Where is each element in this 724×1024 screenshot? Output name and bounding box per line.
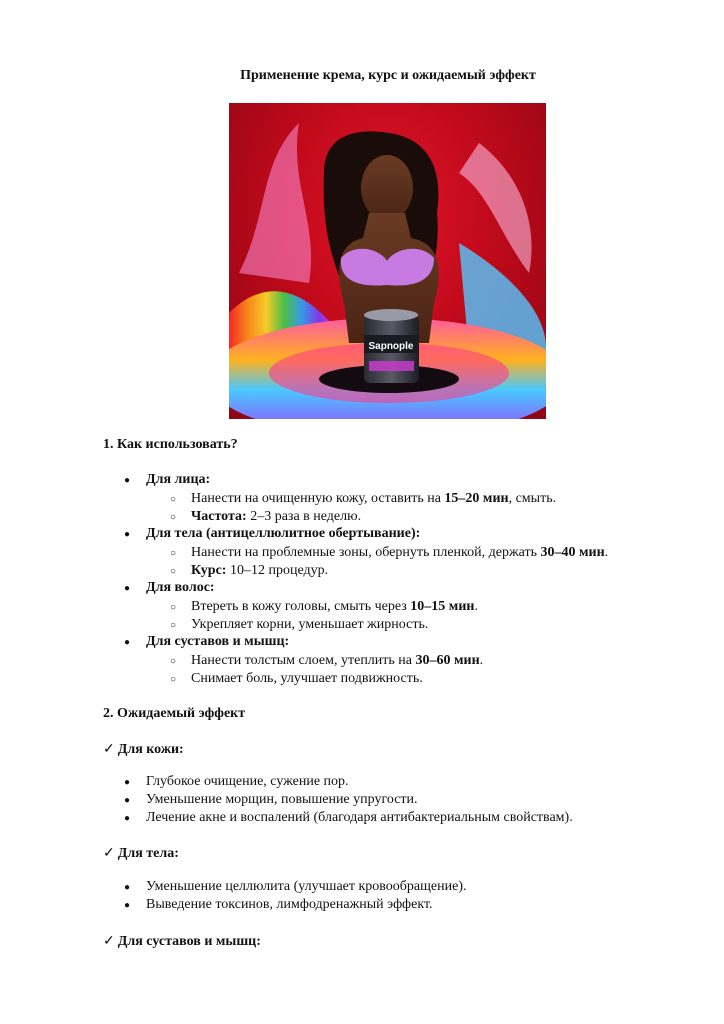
bullet-icon: ● (124, 900, 131, 911)
effect-item: Выведение токсинов, лимфодренажный эффект. (146, 897, 433, 912)
check-icon: ✓ (103, 846, 115, 861)
bullet-icon: ● (124, 813, 131, 824)
usage-item: Втереть в кожу головы, смыть через 10–15 мин. (191, 599, 478, 614)
usage-group-label: Для суставов и мышц: (146, 634, 290, 649)
effect-subheading-joints: ✓ Для суставов и мышц: (103, 934, 261, 949)
usage-item: Укрепляет корни, уменьшает жирность. (191, 617, 429, 632)
subbullet-icon: ○ (170, 602, 177, 613)
usage-group-label: Для волос: (146, 580, 215, 595)
bullet-icon: ● (124, 583, 131, 594)
usage-item: Частота: 2–3 раза в неделю. (191, 509, 362, 524)
section-heading-effect: 2. Ожидаемый эффект (103, 706, 246, 721)
hero-illustration (229, 103, 546, 419)
subbullet-icon: ○ (170, 494, 177, 505)
bullet-icon: ● (124, 637, 131, 648)
bullet-icon: ● (124, 475, 131, 486)
usage-group-label: Для лица: (146, 472, 211, 487)
usage-group-label: Для тела (антицеллюлитное обертывание): (146, 526, 421, 541)
check-icon: ✓ (103, 934, 115, 949)
check-icon: ✓ (103, 742, 115, 757)
subbullet-icon: ○ (170, 674, 177, 685)
effect-item: Лечение акне и воспалений (благодаря антибактериальным свойствам). (146, 810, 573, 825)
subbullet-icon: ○ (170, 620, 177, 631)
subbullet-icon: ○ (170, 512, 177, 523)
effect-item: Глубокое очищение, сужение пор. (146, 774, 349, 789)
page-title: Применение крема, курс и ожидаемый эффект (240, 68, 536, 83)
product-hero-image (229, 103, 546, 419)
product-brand-label: Sapnople (368, 341, 414, 352)
effect-item: Уменьшение морщин, повышение упругости. (146, 792, 418, 807)
subbullet-icon: ○ (170, 548, 177, 559)
usage-item: Нанести толстым слоем, утеплить на 30–60 мин. (191, 653, 484, 668)
bullet-icon: ● (124, 795, 131, 806)
effect-subheading-body: ✓ Для тела: (103, 846, 179, 861)
bullet-icon: ● (124, 882, 131, 893)
usage-item: Нанести на проблемные зоны, обернуть пленкой, держать 30–40 мин. (191, 545, 609, 560)
bullet-icon: ● (124, 529, 131, 540)
bullet-icon: ● (124, 777, 131, 788)
subbullet-icon: ○ (170, 656, 177, 667)
usage-item: Курс: 10–12 процедур. (191, 563, 329, 578)
effect-item: Уменьшение целлюлита (улучшает кровообращение). (146, 879, 467, 894)
effect-subheading-skin: ✓ Для кожи: (103, 742, 184, 757)
usage-item: Снимает боль, улучшает подвижность. (191, 671, 423, 686)
section-heading-usage: 1. Как использовать? (103, 437, 238, 452)
usage-item: Нанести на очищенную кожу, оставить на 15–20 мин, смыть. (191, 491, 557, 506)
subbullet-icon: ○ (170, 566, 177, 577)
